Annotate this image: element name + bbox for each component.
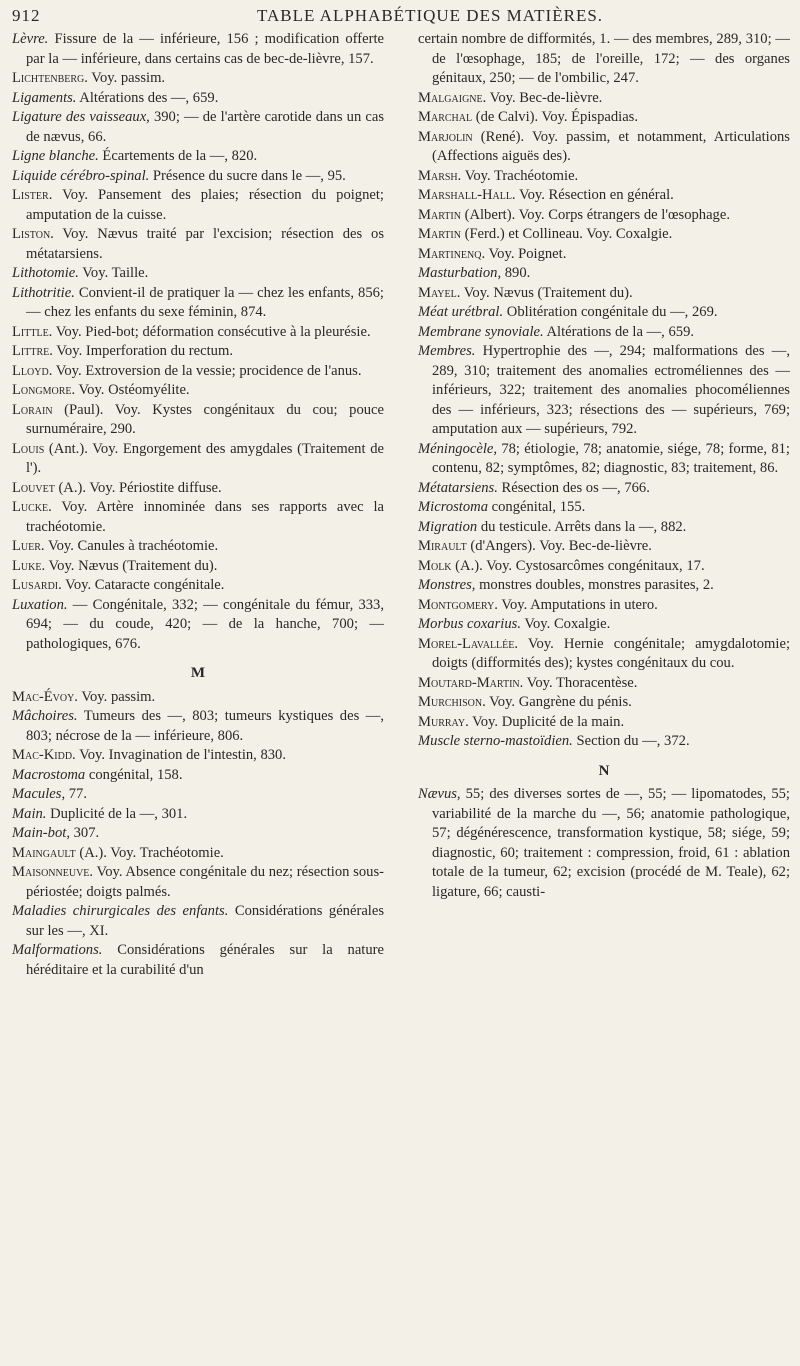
entry-text: Voy. Ostéomyélite. (75, 382, 190, 398)
entry-heading: Louvet (12, 479, 55, 496)
entry-text: Voy. Canules à trachéotomie. (44, 538, 219, 554)
entry-text: Considérations générales sur la nature héréditaire et la curabilité d'un (26, 942, 384, 978)
entry-heading: Métatarsiens. (418, 479, 498, 496)
left-column (12, 30, 384, 980)
entry-text: Résection des os —, 766. (497, 479, 650, 496)
entry-heading: Méat urétbral. (418, 304, 504, 320)
entry-heading: Mayel. (418, 284, 461, 301)
index-entry (418, 557, 790, 577)
page-number: 912 (12, 6, 41, 25)
entry-heading: Morbus coxarius. (418, 616, 521, 632)
index-entry (12, 147, 384, 167)
entry-heading: Macrostoma (12, 766, 86, 783)
index-entry (12, 108, 384, 147)
section-letter-m: M (190, 665, 206, 681)
entry-heading: Mac-Évoy. (12, 688, 78, 705)
index-entry (12, 284, 384, 323)
entry-text: Voy. Trachéotomie. (461, 167, 579, 184)
index-entry (12, 766, 384, 786)
entry-text: 390; — de l'artère carotide dans un cas de nævus, 66. (26, 109, 384, 145)
entry-text: Voy. Nævus (Traitement du). (45, 557, 218, 574)
entry-text: Voy. Nævus traité par l'excision; résection des os métatarsiens. (26, 226, 384, 262)
index-entry (12, 498, 384, 537)
index-entry (12, 941, 384, 980)
index-entry (418, 615, 790, 635)
entry-text: monstres doubles, monstres parasites, 2. (475, 577, 714, 593)
entry-text: Considérations générales sur les —, XI. (26, 903, 385, 939)
entry-heading: Maingault (12, 844, 76, 861)
entry-heading: Nævus, (418, 786, 461, 802)
index-entry (418, 596, 790, 616)
index-entry (12, 688, 384, 708)
index-entry (418, 674, 790, 694)
index-entry (418, 225, 790, 245)
entry-heading: Lithotritie. (12, 284, 75, 301)
index-entry (418, 342, 790, 440)
entry-text: Voy. Coxalgie. (520, 616, 611, 632)
entry-heading: Ligaments. (12, 89, 77, 106)
entry-heading: Marchal (418, 109, 473, 125)
entry-heading: Montgomery. (418, 596, 498, 613)
index-entry (418, 479, 790, 499)
index-entry (418, 693, 790, 713)
entry-text: (A.). Voy. Périostite diffuse. (54, 479, 222, 496)
index-entry (418, 167, 790, 187)
entry-text: Altérations de la —, 659. (543, 323, 695, 340)
entry-heading: Méningocèle, (418, 440, 498, 457)
index-entry (12, 342, 384, 362)
index-entry (12, 167, 384, 187)
entry-text: 890. (501, 265, 531, 281)
entry-heading: Littre. (12, 343, 53, 359)
entry-heading: Lucke. (12, 499, 52, 515)
entry-text: (A.). Voy. Trachéotomie. (75, 844, 224, 861)
entry-heading: Lusardi. (12, 577, 62, 593)
entry-heading: Mâchoires. (12, 708, 78, 724)
index-entry (12, 381, 384, 401)
index-entry (418, 537, 790, 557)
index-entry (418, 206, 790, 226)
index-entry (12, 805, 384, 825)
entry-heading: Macules, (12, 786, 66, 802)
entry-heading: Lloyd. (12, 362, 53, 379)
entry-heading: Martin (418, 206, 461, 223)
entry-text: Altérations des —, 659. (76, 89, 219, 106)
entry-heading: Mirault (418, 538, 467, 554)
entry-text: Voy. Duplicité de la main. (468, 713, 625, 730)
entry-text: Oblitération congénitale du —, 269. (503, 304, 718, 320)
entry-text: Voy. Pied-bot; déformation consécutive à la pleurésie. (52, 323, 371, 340)
entry-heading: Marshall-Hall. (418, 187, 516, 203)
entry-text: Voy. Absence congénitale du nez; résection sous-périostée; doigts palmés. (26, 864, 384, 900)
entry-text: Voy. Bec-de-lièvre. (486, 89, 603, 106)
entry-text: (Ferd.) et Collineau. Voy. Coxalgie. (460, 226, 673, 242)
entry-heading: Luke. (12, 557, 46, 574)
index-entry (418, 128, 790, 167)
entry-text: (Albert). Voy. Corps étrangers de l'œsophage. (460, 206, 730, 223)
index-entry (418, 89, 790, 109)
entry-text: Voy. Imperforation du rectum. (52, 343, 233, 359)
entry-text: 77. (65, 786, 87, 802)
entry-text: Présence du sucre dans le —, 95. (149, 167, 346, 184)
index-entry (418, 576, 790, 596)
index-entry (418, 785, 790, 902)
entry-text: 307. (69, 825, 100, 841)
entry-heading: Ligature des vaisseaux, (12, 109, 150, 125)
entry-text: Voy. Gangrène du pénis. (485, 694, 632, 710)
entry-heading: Little. (12, 323, 53, 340)
entry-heading: Lèvre. (12, 31, 49, 47)
entry-text: Convient-il de pratiquer la — chez les enfants, 856; — chez les enfants du sexe féminin, 874. (26, 284, 384, 320)
index-entry (12, 30, 384, 69)
index-entry (12, 902, 384, 941)
index-entry (12, 362, 384, 382)
entry-heading: Murchison. (418, 694, 486, 710)
entry-text: du testicule. Arrêts dans la —, 882. (477, 518, 687, 535)
entry-heading: Mac-Kidd. (12, 747, 76, 763)
page-title: TABLE ALPHABÉTIQUE DES MATIÈRES. (256, 6, 604, 25)
entry-heading: Membrane synoviale. (418, 323, 544, 340)
entry-heading: Morel-Lavallée. (418, 635, 519, 652)
index-entry (12, 479, 384, 499)
index-entry (12, 557, 384, 577)
entry-heading: Murray. (418, 713, 469, 730)
entry-text: Écartements de la —, 820. (98, 148, 258, 164)
entry-heading: Martin (418, 226, 461, 242)
index-entry (12, 225, 384, 264)
entry-heading: Membres. (418, 343, 476, 359)
entry-text: (de Calvi). Voy. Épispadias. (472, 109, 639, 125)
entry-text: (A.). Voy. Cystosarcômes congénitaux, 17. (451, 557, 705, 574)
entry-heading: Liquide cérébro-spinal. (12, 167, 150, 184)
index-entry (418, 30, 790, 89)
index-entry (12, 596, 384, 655)
entry-heading: Moutard-Martin. (418, 674, 524, 691)
entry-text: Hypertrophie des —, 294; malformations des —, 289, 310; traitement des anomalies ectroméliennes des — inférieurs, 322; traitement des anomalies phocoméliennes des — inférieurs, 323; résections des — supérieurs, 769; amputation aux — supérieurs, 792. (432, 343, 790, 437)
entry-heading: Lorain (12, 401, 53, 418)
entry-text: Section du —, 372. (572, 733, 690, 749)
entry-text: Voy. Thoracentèse. (523, 674, 638, 691)
entry-text: Duplicité de la —, 301. (46, 805, 188, 822)
entry-text: Voy. Cataracte congénitale. (61, 577, 225, 593)
entry-heading: Migration (418, 518, 478, 535)
entry-heading: Maladies chirurgicales des enfants. (12, 903, 229, 919)
index-entry (418, 732, 790, 752)
entry-heading: Lithotomie. (12, 265, 79, 281)
entry-text: Voy. Résection en général. (515, 187, 674, 203)
entry-text: (Paul). Voy. Kystes congénitaux du cou; pouce surnuméraire, 290. (26, 401, 384, 437)
entry-heading: Marjolin (418, 128, 473, 145)
entry-heading: Microstoma (418, 499, 488, 515)
entry-heading: Main-bot, (12, 825, 70, 841)
entry-heading: Longmore. (12, 382, 76, 398)
entry-text: Voy. Invagination de l'intestin, 830. (75, 747, 287, 763)
index-entry (418, 713, 790, 733)
entry-text: Voy. Artère innominée dans ses rapports avec la trachéotomie. (26, 499, 384, 535)
index-entry (418, 186, 790, 206)
index-entry (12, 264, 384, 284)
entry-heading: Monstres, (418, 577, 476, 593)
entry-heading: Marsh. (418, 167, 462, 184)
index-entry (12, 401, 384, 440)
entry-heading: Molk (418, 557, 452, 574)
index-entry (418, 323, 790, 343)
index-entry (12, 69, 384, 89)
entry-text: Voy. Pansement des plaies; résection du poignet; amputation de la cuisse. (26, 187, 384, 223)
index-entry (418, 303, 790, 323)
entry-heading: Lichtenberg. (12, 70, 88, 86)
index-entry (418, 284, 790, 304)
entry-text: Voy. Taille. (78, 265, 149, 281)
entry-text: certain nombre de difformités, 1. — des membres, 289, 310; — de l'œsophage, 185; de l'oreille, 172; — des organes génitaux, 250; — de l'ombilic, 247. (418, 31, 790, 86)
entry-heading: Liston. (12, 226, 54, 242)
index-entry (12, 537, 384, 557)
entry-heading: Malgaigne. (418, 89, 487, 106)
section-letter-n: N (598, 762, 610, 779)
running-header (0, 6, 800, 28)
entry-text: Voy. Nævus (Traitement du). (460, 284, 633, 301)
entry-heading: Luxation. (12, 596, 68, 613)
entry-text: (René). Voy. passim, et notamment, Articulations (Affections aiguës des). (432, 128, 790, 164)
entry-heading: Ligne blanche. (12, 148, 99, 164)
entry-text: Voy. Amputations in utero. (497, 596, 658, 613)
index-entry (12, 863, 384, 902)
index-entry (418, 440, 790, 479)
index-entry (12, 89, 384, 109)
index-entry (12, 707, 384, 746)
entry-text: 55; des diverses sortes de —, 55; — lipomatodes, 55; variabilité de la marche du —, 56; anatomie pathologique, 57; dégénérescence, transformation kystique, 58; siége, 59; diagnostic, 60; traitement : compression, froid, 61 : ablation totale de la tumeur, 62; excision (procédé de M. Teale), 62; ligature, 66; causti- (432, 786, 790, 900)
entry-text: (Ant.). Voy. Engorgement des amygdales (Traitement de l'). (26, 440, 384, 476)
index-entry (12, 323, 384, 343)
entry-text: congénital, 158. (85, 766, 183, 783)
entry-text: Voy. Hernie congénitale; amygdalotomie; doigts (difformités des); kystes congénitaux du cou. (432, 635, 790, 671)
entry-heading: Louis (12, 440, 45, 457)
index-entry (12, 844, 384, 864)
index-entry (418, 635, 790, 674)
entry-text: Voy. Extroversion de la vessie; procidence de l'anus. (52, 362, 362, 379)
entry-text: Voy. Poignet. (485, 245, 567, 262)
index-entry (418, 264, 790, 284)
entry-text: Tumeurs des —, 803; tumeurs kystiques des —, 803; nécrose de la — inférieure, 806. (26, 708, 384, 744)
index-entry (418, 498, 790, 518)
right-column (418, 30, 790, 902)
index-entry (418, 108, 790, 128)
entry-text: congénital, 155. (488, 499, 586, 515)
entry-heading: Masturbation, (418, 265, 502, 281)
entry-heading: Martinenq. (418, 245, 486, 262)
entry-heading: Main. (12, 805, 47, 822)
entry-heading: Muscle sterno-mastoïdien. (418, 733, 573, 749)
entry-text: (d'Angers). Voy. Bec-de-lièvre. (466, 538, 652, 554)
index-entry (12, 746, 384, 766)
entry-heading: Malformations. (12, 942, 103, 958)
index-entry (12, 824, 384, 844)
entry-text: 78; étiologie, 78; anatomie, siége, 78; forme, 81; contenu, 82; symptômes, 82; diagnostic, 83; traitement, 86. (432, 440, 790, 476)
entry-text: — Congénitale, 332; — congénitale du fémur, 333, 694; — du coude, 420; — de la hanche, 700; — pathologiques, 676. (26, 596, 384, 652)
index-entry (418, 518, 790, 538)
index-entry (12, 440, 384, 479)
entry-text: Voy. passim. (87, 70, 166, 86)
index-entry (418, 245, 790, 265)
entry-text: Fissure de la — inférieure, 156 ; modification offerte par la — inférieure, dans certains cas de bec-de-lièvre, 157. (26, 31, 384, 67)
index-entry (12, 576, 384, 596)
entry-heading: Luer. (12, 538, 45, 554)
index-entry (12, 186, 384, 225)
entry-text: Voy. passim. (77, 688, 156, 705)
entry-heading: Lister. (12, 187, 53, 203)
entry-heading: Maisonneuve. (12, 864, 94, 880)
index-entry (12, 785, 384, 805)
